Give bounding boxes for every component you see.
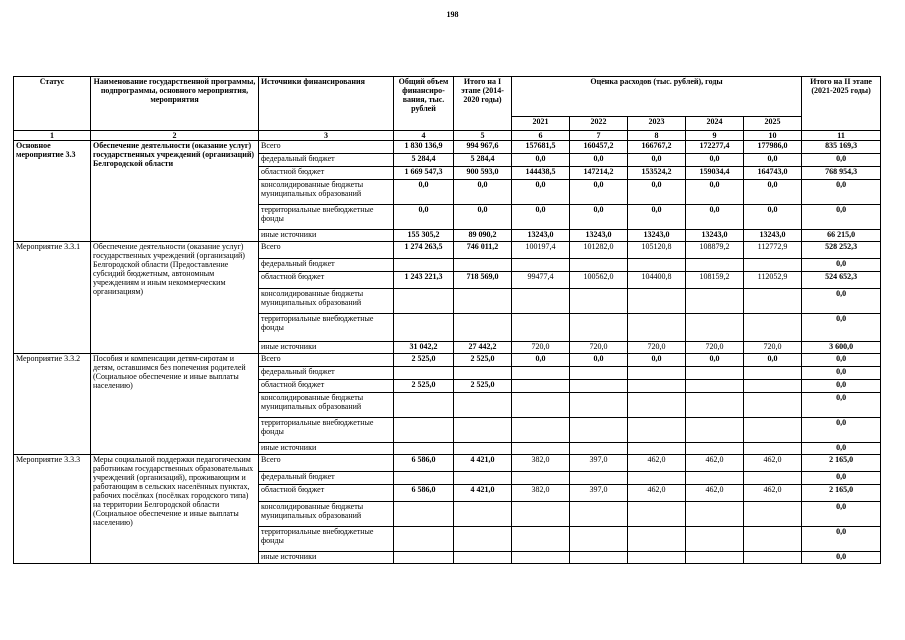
value-cell-y2024 (686, 289, 744, 314)
financing-source: федеральный бюджет (259, 367, 394, 380)
value-cell-y2024: 108159,2 (686, 272, 744, 289)
value-cell-stage2: 0,0 (802, 393, 881, 418)
row-status: Мероприятие 3.3.2 (14, 354, 91, 455)
value-cell-y2021: 0,0 (512, 354, 570, 367)
financing-source: иные источники (259, 552, 394, 564)
value-cell-y2021: 720,0 (512, 342, 570, 354)
value-cell-y2025: 164743,0 (744, 167, 802, 180)
value-cell-stage1: 994 967,6 (454, 141, 512, 154)
value-cell-y2021 (512, 314, 570, 342)
value-cell-y2023: 720,0 (628, 342, 686, 354)
value-cell-y2021: 100197,4 (512, 242, 570, 259)
value-cell-y2025 (744, 289, 802, 314)
value-cell-stage2: 0,0 (802, 502, 881, 527)
value-cell-y2025: 0,0 (744, 354, 802, 367)
value-cell-y2025: 462,0 (744, 455, 802, 472)
financing-source: территориальные внебюджетные фонды (259, 314, 394, 342)
value-cell-y2022: 0,0 (570, 205, 628, 230)
value-cell-y2024: 0,0 (686, 180, 744, 205)
value-cell-y2025 (744, 380, 802, 393)
value-cell-stage1 (454, 418, 512, 443)
financing-source: областной бюджет (259, 485, 394, 502)
value-cell-y2024: 720,0 (686, 342, 744, 354)
value-cell-stage1: 900 593,0 (454, 167, 512, 180)
header-total-volume: Общий объем финансиро-вания, тыс. рублей (394, 77, 454, 131)
financing-source: иные источники (259, 443, 394, 455)
header-estimate-group: Оценка расходов (тыс. рублей), годы (512, 77, 802, 117)
value-cell-y2025 (744, 367, 802, 380)
value-cell-y2022: 100562,0 (570, 272, 628, 289)
value-cell-y2025: 112052,9 (744, 272, 802, 289)
value-cell-y2025 (744, 393, 802, 418)
value-cell-y2024: 108879,2 (686, 242, 744, 259)
value-cell-y2023: 0,0 (628, 154, 686, 167)
value-cell-total: 31 042,2 (394, 342, 454, 354)
value-cell-y2023 (628, 552, 686, 564)
value-cell-y2023 (628, 367, 686, 380)
value-cell-y2024: 462,0 (686, 455, 744, 472)
value-cell-y2024 (686, 393, 744, 418)
value-cell-stage2: 0,0 (802, 380, 881, 393)
column-number: 4 (394, 131, 454, 141)
value-cell-y2023: 462,0 (628, 485, 686, 502)
column-number-row (14, 131, 881, 141)
value-cell-stage1 (454, 289, 512, 314)
value-cell-stage2: 0,0 (802, 205, 881, 230)
value-cell-total: 2 525,0 (394, 354, 454, 367)
value-cell-y2022 (570, 259, 628, 272)
value-cell-total: 1 274 263,5 (394, 242, 454, 259)
value-cell-y2021 (512, 393, 570, 418)
value-cell-y2024 (686, 367, 744, 380)
financing-source: консолидированные бюджеты муниципальных образований (259, 180, 394, 205)
value-cell-y2021 (512, 289, 570, 314)
financing-source: областной бюджет (259, 272, 394, 289)
value-cell-y2022: 147214,2 (570, 167, 628, 180)
row-name: Обеспечение деятельности (оказание услуг) государственных учреждений (организаций) Белгородской области (91, 141, 259, 242)
value-cell-y2023 (628, 418, 686, 443)
value-cell-stage2: 0,0 (802, 259, 881, 272)
value-cell-y2022 (570, 502, 628, 527)
value-cell-total (394, 418, 454, 443)
value-cell-y2022: 0,0 (570, 180, 628, 205)
value-cell-y2024 (686, 443, 744, 455)
value-cell-y2024 (686, 502, 744, 527)
value-cell-y2024 (686, 259, 744, 272)
table-row (14, 242, 881, 259)
value-cell-y2022 (570, 472, 628, 485)
value-cell-y2021 (512, 502, 570, 527)
header-stage1-total: Итого на I этапе (2014-2020 годы) (454, 77, 512, 131)
financing-source: федеральный бюджет (259, 154, 394, 167)
value-cell-total (394, 314, 454, 342)
value-cell-stage1: 718 569,0 (454, 272, 512, 289)
column-number: 10 (744, 131, 802, 141)
row-status: Мероприятие 3.3.1 (14, 242, 91, 354)
value-cell-y2024 (686, 552, 744, 564)
value-cell-total: 1 669 547,3 (394, 167, 454, 180)
value-cell-y2023 (628, 314, 686, 342)
financing-source: Всего (259, 141, 394, 154)
value-cell-y2022: 101282,0 (570, 242, 628, 259)
value-cell-y2025: 13243,0 (744, 230, 802, 242)
financing-source: территориальные внебюджетные фонды (259, 205, 394, 230)
value-cell-y2024 (686, 527, 744, 552)
value-cell-stage1: 0,0 (454, 205, 512, 230)
value-cell-y2023 (628, 380, 686, 393)
value-cell-stage1 (454, 472, 512, 485)
value-cell-y2021: 382,0 (512, 455, 570, 472)
value-cell-y2022 (570, 367, 628, 380)
value-cell-y2021: 382,0 (512, 485, 570, 502)
value-cell-stage1: 5 284,4 (454, 154, 512, 167)
value-cell-stage2: 0,0 (802, 154, 881, 167)
value-cell-total (394, 502, 454, 527)
value-cell-y2022 (570, 289, 628, 314)
value-cell-y2023 (628, 289, 686, 314)
value-cell-y2022 (570, 418, 628, 443)
value-cell-y2023 (628, 443, 686, 455)
value-cell-stage1: 4 421,0 (454, 485, 512, 502)
value-cell-stage2: 0,0 (802, 367, 881, 380)
value-cell-stage2: 2 165,0 (802, 455, 881, 472)
value-cell-y2025 (744, 443, 802, 455)
value-cell-stage1: 746 011,2 (454, 242, 512, 259)
value-cell-stage1 (454, 502, 512, 527)
value-cell-stage1 (454, 552, 512, 564)
value-cell-stage1 (454, 367, 512, 380)
value-cell-y2025: 462,0 (744, 485, 802, 502)
value-cell-stage1: 4 421,0 (454, 455, 512, 472)
value-cell-y2021 (512, 527, 570, 552)
value-cell-stage2: 0,0 (802, 418, 881, 443)
value-cell-y2023: 153524,2 (628, 167, 686, 180)
value-cell-y2023: 13243,0 (628, 230, 686, 242)
value-cell-stage2: 3 600,0 (802, 342, 881, 354)
value-cell-stage2: 0,0 (802, 354, 881, 367)
value-cell-y2021: 144438,5 (512, 167, 570, 180)
value-cell-y2025 (744, 472, 802, 485)
value-cell-stage1 (454, 259, 512, 272)
column-number: 1 (14, 131, 91, 141)
value-cell-stage1: 27 442,2 (454, 342, 512, 354)
page-number: 198 (446, 10, 459, 19)
value-cell-y2023: 0,0 (628, 180, 686, 205)
table-row (14, 455, 881, 472)
value-cell-stage2: 0,0 (802, 472, 881, 485)
value-cell-total: 155 305,2 (394, 230, 454, 242)
column-number: 5 (454, 131, 512, 141)
header-year: 2023 (628, 117, 686, 131)
value-cell-y2024: 462,0 (686, 485, 744, 502)
value-cell-y2022 (570, 393, 628, 418)
value-cell-y2025: 0,0 (744, 205, 802, 230)
header-year: 2021 (512, 117, 570, 131)
value-cell-y2021 (512, 472, 570, 485)
financing-source: Всего (259, 354, 394, 367)
value-cell-stage2: 835 169,3 (802, 141, 881, 154)
value-cell-y2025: 112772,9 (744, 242, 802, 259)
column-number: 9 (686, 131, 744, 141)
value-cell-y2024 (686, 314, 744, 342)
value-cell-y2022: 397,0 (570, 455, 628, 472)
value-cell-total: 1 830 136,9 (394, 141, 454, 154)
header-status: Статус (14, 77, 91, 131)
column-number: 7 (570, 131, 628, 141)
value-cell-total (394, 552, 454, 564)
value-cell-y2024 (686, 380, 744, 393)
financing-source: Всего (259, 455, 394, 472)
value-cell-stage2: 0,0 (802, 527, 881, 552)
financing-source: консолидированные бюджеты муниципальных образований (259, 393, 394, 418)
value-cell-y2025 (744, 502, 802, 527)
value-cell-total (394, 472, 454, 485)
row-status: Основное мероприятие 3.3 (14, 141, 91, 242)
value-cell-y2024: 0,0 (686, 354, 744, 367)
value-cell-y2025 (744, 259, 802, 272)
financing-source: федеральный бюджет (259, 259, 394, 272)
value-cell-y2021 (512, 367, 570, 380)
value-cell-stage2: 768 954,3 (802, 167, 881, 180)
value-cell-y2021: 0,0 (512, 154, 570, 167)
value-cell-stage1 (454, 393, 512, 418)
value-cell-y2024 (686, 472, 744, 485)
value-cell-total (394, 259, 454, 272)
value-cell-y2023: 0,0 (628, 354, 686, 367)
row-name: Меры социальной поддержки педагогическим работникам государственных образовательных учреждений (организаций), проживающим и работающим в сельских населённых пунктах, рабочих посёлках (посёлках городского типа) на территории Белгородской области (Социальное обеспечение и иные выплаты населению) (91, 455, 259, 564)
financing-source: Всего (259, 242, 394, 259)
value-cell-total (394, 367, 454, 380)
row-name: Пособия и компенсации детям-сиротам и детям, оставшимся без попечения родителей (Социальное обеспечение и иные выплаты населению) (91, 354, 259, 455)
value-cell-y2024: 13243,0 (686, 230, 744, 242)
header-year: 2025 (744, 117, 802, 131)
financing-source: консолидированные бюджеты муниципальных образований (259, 289, 394, 314)
value-cell-y2025 (744, 418, 802, 443)
value-cell-total (394, 527, 454, 552)
value-cell-total: 5 284,4 (394, 154, 454, 167)
value-cell-y2021: 13243,0 (512, 230, 570, 242)
column-number: 6 (512, 131, 570, 141)
header-row (14, 77, 881, 117)
row-status: Мероприятие 3.3.3 (14, 455, 91, 564)
value-cell-y2021 (512, 380, 570, 393)
header-year: 2024 (686, 117, 744, 131)
financing-source: федеральный бюджет (259, 472, 394, 485)
value-cell-stage1 (454, 314, 512, 342)
value-cell-y2025 (744, 314, 802, 342)
value-cell-y2025: 0,0 (744, 180, 802, 205)
value-cell-y2021: 99477,4 (512, 272, 570, 289)
financing-source: территориальные внебюджетные фонды (259, 527, 394, 552)
value-cell-total: 2 525,0 (394, 380, 454, 393)
financing-table (13, 76, 881, 564)
value-cell-y2023: 462,0 (628, 455, 686, 472)
value-cell-y2024: 0,0 (686, 154, 744, 167)
table-row (14, 354, 881, 367)
value-cell-total (394, 443, 454, 455)
value-cell-stage2: 0,0 (802, 443, 881, 455)
financing-source: иные источники (259, 230, 394, 242)
value-cell-y2025: 0,0 (744, 154, 802, 167)
value-cell-y2023: 104400,8 (628, 272, 686, 289)
value-cell-y2021: 157681,5 (512, 141, 570, 154)
financing-source: консолидированные бюджеты муниципальных образований (259, 502, 394, 527)
value-cell-y2022 (570, 380, 628, 393)
table-row (14, 141, 881, 154)
value-cell-y2022: 397,0 (570, 485, 628, 502)
value-cell-y2021: 0,0 (512, 205, 570, 230)
value-cell-stage1: 0,0 (454, 180, 512, 205)
row-name: Обеспечение деятельности (оказание услуг) государственных учреждений (организаций) Белгородской области (Предоставление субсидий бюджетным, автономным учреждениям и иным некоммерческим организациям) (91, 242, 259, 354)
value-cell-stage1: 2 525,0 (454, 354, 512, 367)
value-cell-stage2: 0,0 (802, 314, 881, 342)
value-cell-total: 0,0 (394, 180, 454, 205)
value-cell-stage2: 0,0 (802, 289, 881, 314)
value-cell-y2025: 720,0 (744, 342, 802, 354)
value-cell-y2021: 0,0 (512, 180, 570, 205)
value-cell-y2022 (570, 527, 628, 552)
value-cell-y2023: 105120,8 (628, 242, 686, 259)
value-cell-total (394, 393, 454, 418)
value-cell-stage2: 524 652,3 (802, 272, 881, 289)
value-cell-stage1: 89 090,2 (454, 230, 512, 242)
value-cell-y2022 (570, 443, 628, 455)
value-cell-y2023 (628, 472, 686, 485)
value-cell-y2022 (570, 552, 628, 564)
value-cell-y2025 (744, 552, 802, 564)
column-number: 2 (91, 131, 259, 141)
column-number: 3 (259, 131, 394, 141)
value-cell-y2024: 159034,4 (686, 167, 744, 180)
value-cell-y2022: 160457,2 (570, 141, 628, 154)
value-cell-y2024 (686, 418, 744, 443)
value-cell-total: 6 586,0 (394, 455, 454, 472)
value-cell-total (394, 289, 454, 314)
value-cell-stage2: 528 252,3 (802, 242, 881, 259)
value-cell-y2023: 0,0 (628, 205, 686, 230)
value-cell-y2022: 0,0 (570, 354, 628, 367)
value-cell-total: 0,0 (394, 205, 454, 230)
financing-source: иные источники (259, 342, 394, 354)
value-cell-stage2: 66 215,0 (802, 230, 881, 242)
value-cell-y2022: 0,0 (570, 154, 628, 167)
value-cell-y2021 (512, 552, 570, 564)
value-cell-y2023 (628, 393, 686, 418)
value-cell-stage1 (454, 527, 512, 552)
value-cell-y2024: 172277,4 (686, 141, 744, 154)
financing-source: областной бюджет (259, 380, 394, 393)
value-cell-y2021 (512, 443, 570, 455)
financing-source: областной бюджет (259, 167, 394, 180)
header-year: 2022 (570, 117, 628, 131)
column-number: 8 (628, 131, 686, 141)
financing-source: территориальные внебюджетные фонды (259, 418, 394, 443)
value-cell-total: 6 586,0 (394, 485, 454, 502)
value-cell-y2021 (512, 418, 570, 443)
value-cell-y2023: 166767,2 (628, 141, 686, 154)
header-stage2-total: Итого на II этапе (2021-2025 годы) (802, 77, 881, 131)
value-cell-y2024: 0,0 (686, 205, 744, 230)
value-cell-stage2: 0,0 (802, 552, 881, 564)
value-cell-stage1: 2 525,0 (454, 380, 512, 393)
value-cell-y2022: 13243,0 (570, 230, 628, 242)
value-cell-stage2: 2 165,0 (802, 485, 881, 502)
value-cell-y2021 (512, 259, 570, 272)
column-number: 11 (802, 131, 881, 141)
value-cell-y2023 (628, 259, 686, 272)
value-cell-y2022: 720,0 (570, 342, 628, 354)
value-cell-y2023 (628, 527, 686, 552)
value-cell-stage2: 0,0 (802, 180, 881, 205)
value-cell-y2023 (628, 502, 686, 527)
value-cell-total: 1 243 221,3 (394, 272, 454, 289)
header-name: Наименование государственной программы, подпрограммы, основного мероприятия, мероприятия (91, 77, 259, 131)
value-cell-y2022 (570, 314, 628, 342)
value-cell-y2025: 177986,0 (744, 141, 802, 154)
value-cell-stage1 (454, 443, 512, 455)
header-sources: Источники финансирования (259, 77, 394, 131)
value-cell-y2025 (744, 527, 802, 552)
